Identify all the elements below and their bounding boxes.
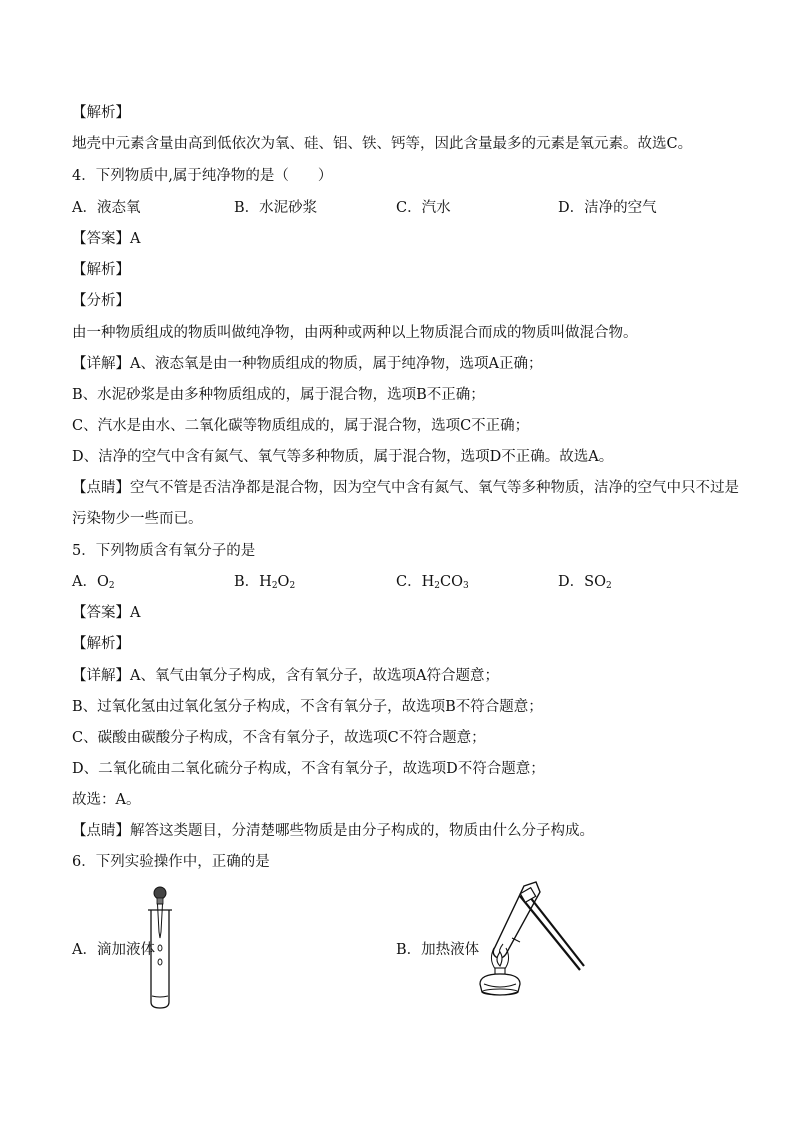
comment-tag: 【点睛】 [72, 823, 130, 839]
q5-detail-line: B、过氧化氢由过氧化氢分子构成，不含有氧分子，故选项B不符合题意； [72, 699, 543, 715]
detail-text: A、液态氧是由一种物质组成的物质，属于纯净物，选项A正确； [130, 356, 543, 372]
chemical-formula: $H_2O_2$ [259, 574, 296, 591]
q5-option-d [558, 572, 612, 596]
q4-analysis-tag: 【解析】 [72, 262, 130, 278]
q4-detail-line: D、洁净的空气中含有氮气、氧气等多种物质，属于混合物，选项D不正确。故选A。 [72, 449, 614, 465]
droplet-icon [158, 959, 162, 965]
q5-analysis-tag: 【解析】 [72, 636, 130, 652]
q4-option-d: D．洁净的空气 [558, 200, 657, 216]
chemical-formula: $H_2CO_3$ [421, 574, 469, 591]
dropper-bulb-icon [154, 887, 166, 899]
q5-detail-line [72, 666, 499, 686]
q4-comment-line [72, 478, 739, 498]
q6-option-a: A．滴加液体 [72, 942, 155, 958]
option-letter: A． [72, 574, 97, 590]
heating-liquid-figure [470, 880, 588, 1002]
detail-tag: 【详解】 [72, 356, 130, 372]
q4-detail-line: C、汽水是由水、二氧化碳等物质组成的，属于混合物，选项C不正确； [72, 418, 530, 434]
q6-option-b: B．加热液体 [396, 942, 480, 958]
q4-fenxi-text: 由一种物质组成的物质叫做纯净物，由两种或两种以上物质混合而成的物质叫做混合物。 [72, 325, 638, 341]
analysis-text: 地壳中元素含量由高到低依次为氧、硅、铝、铁、钙等，因此含量最多的元素是氧元素。故选C。 [72, 136, 693, 152]
q5-detail-line: C、碳酸由碳酸分子构成，不含有氧分子，故选项C不符合题意； [72, 730, 486, 746]
q6-stem: 6．下列实验操作中，正确的是 [72, 854, 270, 870]
detail-tag: 【详解】 [72, 668, 130, 684]
droplet-icon [158, 945, 162, 951]
detail-text: A、氧气由氧分子构成，含有氧分子，故选项A符合题意； [130, 668, 499, 684]
tube-holder-icon [520, 888, 584, 970]
comment-text: 解答这类题目，分清楚哪些物质是由分子构成的，物质由什么分子构成。 [130, 823, 594, 839]
q5-comment-line [72, 821, 594, 841]
q4-fenxi-tag: 【分析】 [72, 293, 130, 309]
option-letter: B． [234, 574, 260, 590]
q4-answer: 【答案】A [72, 231, 141, 247]
dropper-tube-icon [158, 904, 163, 938]
option-letter: C． [396, 574, 422, 590]
chemical-formula: $SO_2$ [584, 574, 612, 591]
dropper-testtube-figure [140, 884, 180, 1012]
q5-stem: 5．下列物质含有氧分子的是 [72, 543, 256, 559]
q5-option-a [72, 572, 115, 596]
q4-option-a: A．液态氧 [72, 200, 141, 216]
q5-detail-line: D、二氧化硫由二氧化硫分子构成，不含有氧分子，故选项D不符合题意； [72, 761, 545, 777]
q4-detail-line: B、水泥砂浆是由多种物质组成的，属于混合物，选项B不正确； [72, 387, 485, 403]
analysis-tag: 【解析】 [72, 105, 130, 121]
comment-tag: 【点睛】 [72, 480, 130, 496]
q4-stem: 4．下列物质中,属于纯净物的是（ ） [72, 168, 333, 184]
q4-detail-line [72, 354, 542, 374]
chemical-formula: $O_2$ [96, 574, 115, 591]
q4-comment-line: 污染物少一些而已。 [72, 511, 203, 527]
q4-option-c: C．汽水 [396, 200, 451, 216]
q5-option-c [396, 572, 469, 596]
option-letter: D． [558, 574, 585, 590]
q5-option-b [234, 572, 295, 596]
alcohol-lamp-icon [480, 948, 520, 995]
q4-option-b: B．水泥砂浆 [234, 200, 318, 216]
comment-text: 空气不管是否洁净都是混合物，因为空气中含有氮气、氧气等多种物质，洁净的空气中只不过是 [130, 480, 739, 496]
q5-answer: 【答案】A [72, 605, 141, 621]
q5-detail-line: 故选：A。 [72, 792, 141, 808]
